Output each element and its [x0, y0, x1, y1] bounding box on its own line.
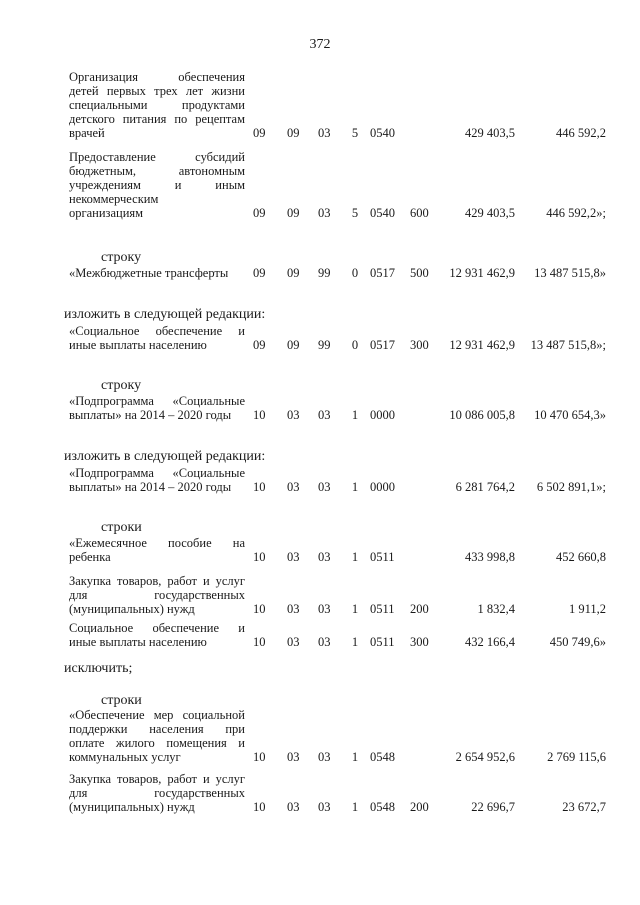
cell-amount-2014: 433 998,8	[465, 550, 515, 564]
table-row	[0, 772, 640, 814]
cell-amount-2015: 452 660,8	[556, 550, 606, 564]
cell-section: 10	[253, 602, 266, 616]
cell-section: 10	[253, 550, 266, 564]
row-name-line: организациям	[69, 206, 144, 220]
cell-program: 03	[318, 800, 331, 814]
row-name-line: Закупка товаров, работ и услуг	[69, 574, 245, 588]
cell-program: 03	[318, 480, 331, 494]
row-name-line: (муниципальных) нужд	[69, 602, 195, 616]
cell-subsection: 09	[287, 206, 300, 220]
row-name-line: «Межбюджетные трансферты	[69, 266, 229, 280]
cell-expense-type: 200	[410, 602, 429, 616]
cell-subprogram: 0	[351, 338, 359, 352]
row-name-line: иные выплаты населению	[69, 635, 207, 649]
cell-amount-2015: 13 487 515,8»;	[530, 338, 606, 352]
cell-target: 0540	[370, 126, 395, 140]
row-name	[69, 70, 245, 140]
row-name-line: выплаты» на 2014 – 2020 годы	[69, 408, 232, 422]
row-name-line: выплаты» на 2014 – 2020 годы	[69, 480, 232, 494]
cell-amount-2014: 1 832,4	[477, 602, 515, 616]
row-name-line: детей первых трех лет жизни	[69, 84, 245, 98]
cell-target: 0548	[370, 800, 395, 814]
instruction-text: строки	[101, 693, 142, 708]
row-name-line: Социальное обеспечение и	[69, 621, 245, 635]
instruction-text: строку	[101, 250, 142, 265]
cell-subprogram: 5	[351, 206, 359, 220]
table-row	[0, 708, 640, 764]
row-name	[69, 150, 245, 220]
cell-subsection: 09	[287, 338, 300, 352]
row-name-line: «Подпрограмма «Социальные	[69, 466, 245, 480]
row-name-line: бюджетным, автономным	[69, 164, 245, 178]
row-name-line: учреждениям и иным	[69, 178, 245, 192]
row-name-line: «Подпрограмма «Социальные	[69, 394, 245, 408]
cell-subprogram: 1	[351, 550, 359, 564]
row-name	[69, 772, 245, 814]
row-name	[69, 621, 245, 649]
cell-amount-2014: 12 931 462,9	[449, 266, 515, 280]
cell-amount-2015: 2 769 115,6	[547, 750, 606, 764]
cell-expense-type: 600	[410, 206, 429, 220]
row-name-line: Организация обеспечения	[69, 70, 245, 84]
cell-target: 0517	[370, 338, 395, 352]
cell-program: 03	[318, 635, 331, 649]
cell-target: 0517	[370, 266, 395, 280]
row-name-line: детского питания по рецептам	[69, 112, 245, 126]
cell-subprogram: 1	[351, 408, 359, 422]
cell-subsection: 03	[287, 480, 300, 494]
page-number: 372	[309, 37, 331, 52]
cell-subsection: 03	[287, 750, 300, 764]
cell-subprogram: 1	[351, 800, 359, 814]
cell-amount-2015: 446 592,2	[556, 126, 606, 140]
cell-program: 03	[318, 602, 331, 616]
cell-section: 09	[253, 206, 266, 220]
row-name-line: оплате жилого помещения и	[69, 736, 245, 750]
cell-amount-2014: 22 696,7	[471, 800, 515, 814]
table-row	[0, 266, 640, 280]
row-name-line: ребенка	[69, 550, 111, 564]
table-row	[0, 621, 640, 649]
table-row	[0, 324, 640, 352]
cell-amount-2014: 429 403,5	[465, 206, 515, 220]
table-row	[0, 536, 640, 564]
cell-expense-type: 500	[410, 266, 429, 280]
row-name-line: Предоставление субсидий	[69, 150, 245, 164]
table-row	[0, 574, 640, 616]
cell-target: 0548	[370, 750, 395, 764]
cell-subprogram: 1	[351, 602, 359, 616]
cell-target: 0540	[370, 206, 395, 220]
table-row	[0, 394, 640, 422]
cell-subsection: 03	[287, 635, 300, 649]
cell-program: 03	[318, 408, 331, 422]
row-name-line: врачей	[69, 126, 105, 140]
cell-amount-2015: 446 592,2»;	[546, 206, 606, 220]
cell-program: 03	[318, 750, 331, 764]
cell-subsection: 03	[287, 800, 300, 814]
row-name	[69, 394, 245, 422]
row-name	[69, 574, 245, 616]
cell-subsection: 03	[287, 550, 300, 564]
row-name-line: «Социальное обеспечение и	[69, 324, 245, 338]
cell-amount-2015: 23 672,7	[562, 800, 606, 814]
cell-amount-2014: 432 166,4	[465, 635, 515, 649]
cell-subsection: 09	[287, 126, 300, 140]
cell-subprogram: 5	[351, 126, 359, 140]
row-name-line: специальными продуктами	[69, 98, 245, 112]
cell-amount-2015: 1 911,2	[568, 602, 606, 616]
cell-target: 0000	[370, 480, 395, 494]
table-row	[0, 70, 640, 140]
cell-amount-2014: 429 403,5	[465, 126, 515, 140]
instruction-text: изложить в следующей редакции:	[64, 307, 266, 322]
row-name	[69, 536, 245, 564]
row-name-line: некоммерческим	[69, 192, 159, 206]
cell-target: 0000	[370, 408, 395, 422]
cell-section: 10	[253, 408, 266, 422]
cell-section: 09	[253, 266, 266, 280]
row-name	[69, 266, 245, 280]
cell-target: 0511	[370, 635, 395, 649]
cell-program: 03	[318, 550, 331, 564]
cell-section: 09	[253, 126, 266, 140]
cell-program: 03	[318, 126, 331, 140]
instruction-text: строку	[101, 378, 142, 393]
instruction-text: изложить в следующей редакции:	[64, 449, 266, 464]
cell-subprogram: 1	[351, 480, 359, 494]
cell-section: 10	[253, 750, 266, 764]
row-name-line: для государственных	[69, 786, 245, 800]
cell-section: 09	[253, 338, 266, 352]
cell-section: 10	[253, 635, 266, 649]
cell-expense-type: 300	[410, 635, 429, 649]
row-name-line: Закупка товаров, работ и услуг	[69, 772, 245, 786]
cell-target: 0511	[370, 550, 395, 564]
table-row	[0, 150, 640, 220]
row-name	[69, 466, 245, 494]
cell-amount-2015: 450 749,6»	[549, 635, 606, 649]
instruction-text: строки	[101, 520, 142, 535]
cell-subprogram: 0	[351, 266, 359, 280]
row-name	[69, 324, 245, 352]
row-name-line: иные выплаты населению	[69, 338, 207, 352]
cell-subprogram: 1	[351, 750, 359, 764]
cell-subprogram: 1	[351, 635, 359, 649]
row-name-line: «Ежемесячное пособие на	[69, 536, 245, 550]
cell-subsection: 03	[287, 602, 300, 616]
row-name-line: для государственных	[69, 588, 245, 602]
cell-section: 10	[253, 480, 266, 494]
cell-program: 99	[318, 338, 331, 352]
instruction-text: исключить;	[64, 661, 133, 676]
cell-program: 99	[318, 266, 331, 280]
cell-section: 10	[253, 800, 266, 814]
cell-amount-2015: 13 487 515,8»	[534, 266, 606, 280]
cell-amount-2015: 10 470 654,3»	[534, 408, 606, 422]
row-name-line: «Обеспечение мер социальной	[69, 708, 245, 722]
cell-amount-2014: 12 931 462,9	[449, 338, 515, 352]
cell-expense-type: 300	[410, 338, 429, 352]
cell-amount-2014: 6 281 764,2	[455, 480, 515, 494]
cell-target: 0511	[370, 602, 395, 616]
row-name	[69, 708, 245, 764]
row-name-line: (муниципальных) нужд	[69, 800, 195, 814]
cell-subsection: 03	[287, 408, 300, 422]
table-row	[0, 466, 640, 494]
cell-expense-type: 200	[410, 800, 429, 814]
cell-subsection: 09	[287, 266, 300, 280]
row-name-line: поддержки населения при	[69, 722, 245, 736]
cell-amount-2014: 10 086 005,8	[449, 408, 515, 422]
row-name-line: коммунальных услуг	[69, 750, 181, 764]
cell-amount-2014: 2 654 952,6	[455, 750, 515, 764]
cell-amount-2015: 6 502 891,1»;	[536, 480, 606, 494]
cell-program: 03	[318, 206, 331, 220]
